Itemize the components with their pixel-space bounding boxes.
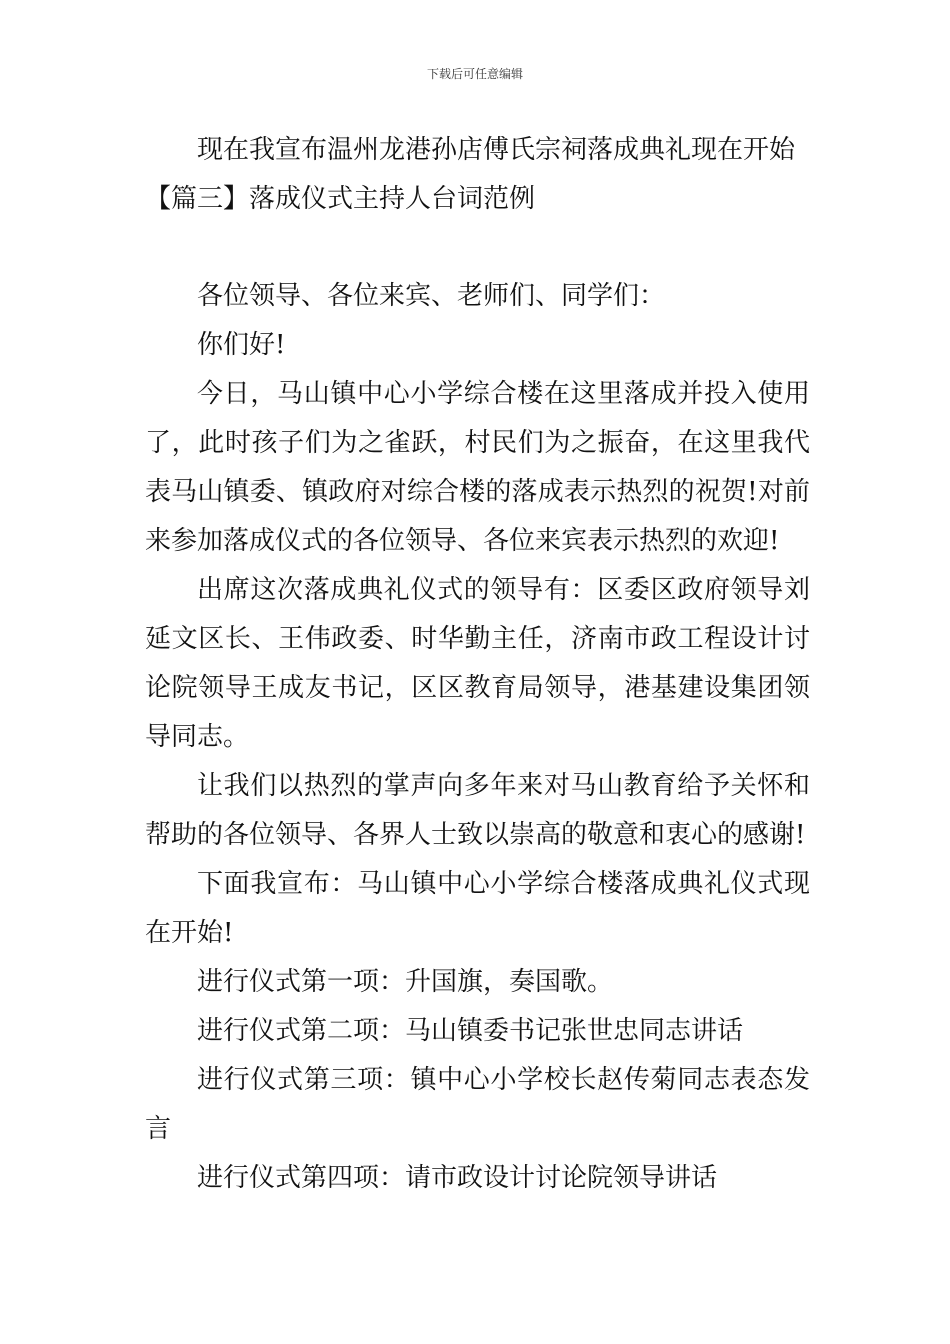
header-note: 下载后可任意编辑 [426,67,523,81]
paragraph-item-2: 进行仪式第二项：马山镇委书记张世忠同志讲话 [197,1016,744,1046]
section-heading: 【篇三】落成仪式主持人台词范例 [145,184,536,214]
paragraph-item-3: 进行仪式第三项：镇中心小学校长赵传菊同志表态发言 [145,1065,810,1144]
paragraph-item-1: 进行仪式第一项：升国旗，奏国歌。 [197,967,614,997]
paragraph-greeting: 你们好! [197,330,286,360]
section-gap [145,224,810,272]
paragraph-attendees: 出席这次落成典礼仪式的领导有：区委区政府领导刘延文区长、王伟政委、时华勤主任，济南市政工程设计讨论院领导王成友书记，区区教育局领导，港基建设集团领导同志。 [145,575,810,752]
paragraph-opening: 今日，马山镇中心小学综合楼在这里落成并投入使用了，此时孩子们为之雀跃，村民们为之振奋，在这里我代表马山镇委、镇政府对综合楼的落成表示热烈的祝贺!对前来参加落成仪式的各位领导、各位来宾表示热烈的欢迎! [145,379,810,556]
paragraph-announcement: 现在我宣布温州龙港孙店傅氏宗祠落成典礼现在开始 [197,135,796,165]
document-body [145,126,810,1203]
paragraph-thanks: 让我们以热烈的掌声向多年来对马山教育给予关怀和帮助的各位领导、各界人士致以崇高的敬意和衷心的感谢! [145,771,810,850]
paragraph-declaration: 下面我宣布：马山镇中心小学综合楼落成典礼仪式现在开始! [145,869,810,948]
paragraph-salutation: 各位领导、各位来宾、老师们、同学们： [197,281,666,311]
paragraph-item-4: 进行仪式第四项：请市政设计讨论院领导讲话 [197,1163,718,1193]
